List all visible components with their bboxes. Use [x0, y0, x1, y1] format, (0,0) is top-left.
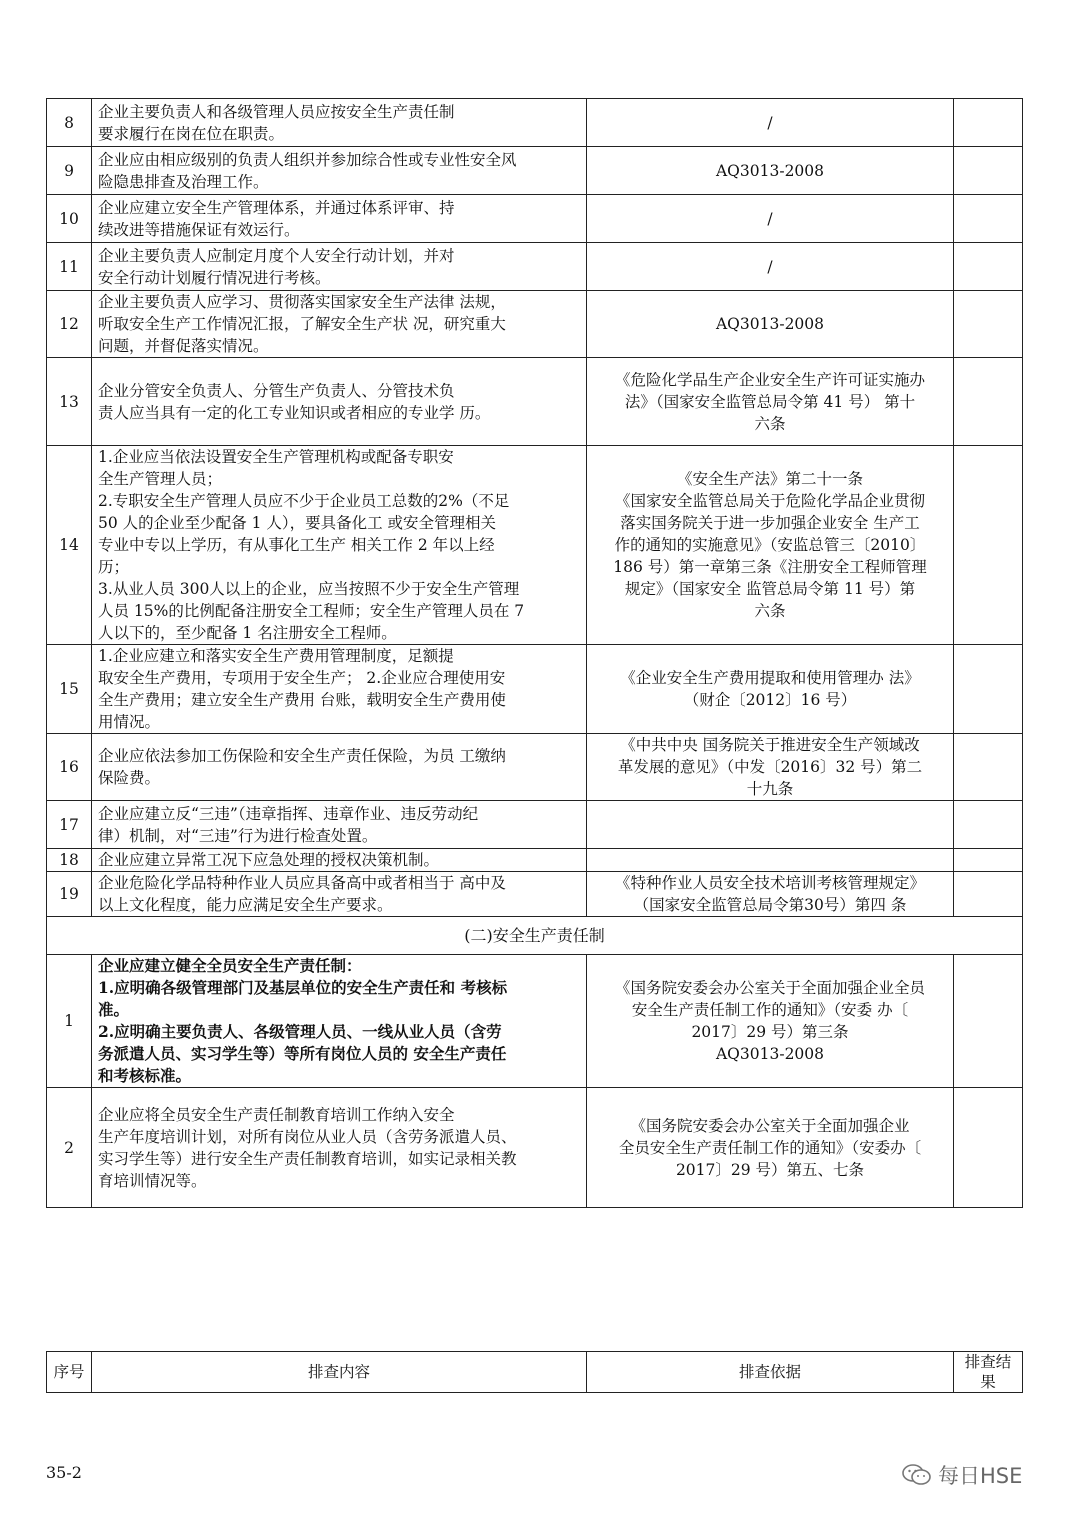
row-number: 2 — [47, 1088, 92, 1208]
text-line: 3.从业人员 300人以上的企业，应当按照不少于安全生产管理 — [98, 580, 520, 598]
row-basis — [587, 358, 954, 446]
text-line: 2.专职安全生产管理人员应不少于企业员工总数的2%（不足 — [98, 492, 510, 510]
row-content — [92, 955, 587, 1088]
row-number: 17 — [47, 801, 92, 849]
section-row — [47, 917, 1023, 955]
text-line: 《特种作业人员安全技术培训考核管理规定》 — [614, 874, 925, 892]
row-basis — [587, 955, 954, 1088]
text-line: 企业应建立安全生产管理体系，并通过体系评审、持 — [98, 198, 455, 217]
row-number: 10 — [47, 195, 92, 243]
text-line: 企业应建立反“三违”（违章指挥、违章作业、违反劳动纪 — [98, 804, 479, 823]
header-result-line: 排查结 — [964, 1353, 1012, 1371]
text-line: / — [767, 113, 773, 132]
text-line: 听取安全生产工作情况汇报，了解安全生产状 况，研究重大 — [98, 315, 506, 333]
table-row — [47, 849, 1023, 872]
text-line: 企业主要负责人和各级管理人员应按安全生产责任制 — [98, 102, 455, 121]
text-line: 《中共中央 国务院关于推进安全生产领域改 — [620, 736, 920, 754]
text-line: 企业应建立健全全员安全生产责任制： — [98, 956, 362, 975]
row-content — [92, 446, 587, 645]
text-line: 十九条 — [746, 780, 794, 798]
text-line: 2.应明确主要负责人、各级管理人员、一线从业人员（含劳 — [98, 1022, 502, 1041]
text-line: 企业分管安全负责人、分管生产负责人、分管技术负 — [98, 381, 455, 400]
text-line: 《国务院安委会办公室关于全面加强企业 — [630, 1116, 910, 1135]
table-row — [47, 734, 1023, 801]
text-line: 1.应明确各级管理部门及基层单位的安全生产责任和 考核标 — [98, 978, 508, 997]
row-result — [954, 195, 1023, 243]
text-line: 全员安全生产责任制工作的通知》（安委办〔 — [618, 1138, 922, 1157]
section-title: (二)安全生产责任制 — [47, 917, 1023, 955]
row-number: 8 — [47, 99, 92, 147]
text-line: 历； — [98, 558, 130, 576]
table-row — [47, 147, 1023, 195]
text-line: （国家安全监管总局令第30号）第四 条 — [633, 896, 907, 914]
row-basis — [587, 195, 954, 243]
text-line: 186 号）第一章第三条《注册安全工程师管理 — [613, 558, 927, 576]
table-row — [47, 645, 1023, 734]
text-line: 用情况。 — [98, 713, 161, 731]
table-header — [46, 1351, 1023, 1393]
row-number: 16 — [47, 734, 92, 801]
text-line: 1.企业应当依法设置安全生产管理机构或配备专职安 — [98, 448, 454, 466]
row-basis — [587, 147, 954, 195]
text-line: 1.企业应建立和落实安全生产费用管理制度，足额提 — [98, 647, 454, 665]
text-line: AQ3013-2008 — [715, 315, 825, 333]
text-line: 《危险化学品生产企业安全生产许可证实施办 — [614, 370, 925, 389]
text-line: 人以下的，至少配备 1 名注册安全工程师。 — [98, 624, 397, 642]
row-content — [92, 147, 587, 195]
text-line: 问题，并督促落实情况。 — [98, 337, 269, 355]
table-row — [47, 872, 1023, 917]
row-basis — [587, 801, 954, 849]
text-line: 《国务院安委会办公室关于全面加强企业全员 — [614, 979, 925, 997]
text-line: 《安全生产法》第二十一条 — [676, 470, 863, 488]
row-result — [954, 1088, 1023, 1208]
row-content — [92, 872, 587, 917]
checklist-table — [46, 98, 1023, 1208]
row-result — [954, 801, 1023, 849]
row-content — [92, 1088, 587, 1208]
text-line: 和考核标准。 — [98, 1066, 192, 1085]
row-content — [92, 243, 587, 291]
text-line: 专业中专以上学历，有从事化工生产 相关工作 2 年以上经 — [98, 536, 495, 554]
row-result — [954, 291, 1023, 358]
row-result — [954, 734, 1023, 801]
text-line: 六条 — [754, 414, 786, 433]
row-basis — [587, 849, 954, 872]
table-row — [47, 99, 1023, 147]
text-line: 险隐患排查及治理工作。 — [98, 172, 269, 191]
text-line: 企业主要负责人应制定月度个人安全行动计划，并对 — [98, 246, 455, 265]
text-line: 六条 — [754, 602, 786, 620]
row-content — [92, 849, 587, 872]
text-line: 企业主要负责人应学习、贯彻落实国家安全生产法律 法规， — [98, 293, 506, 311]
text-line: AQ3013-2008 — [715, 161, 825, 180]
row-number: 11 — [47, 243, 92, 291]
text-line: 全生产费用；建立安全生产费用 台账，载明安全生产费用使 — [98, 691, 506, 709]
text-line: 2017〕29 号）第五、七条 — [675, 1160, 865, 1179]
text-line: 全生产管理人员； — [98, 470, 223, 488]
text-line: 落实国务院关于进一步加强企业安全 生产工 — [620, 514, 920, 532]
row-content — [92, 291, 587, 358]
text-line: 法》（国家安全监管总局令第 41 号） 第十 — [624, 392, 916, 411]
row-number: 9 — [47, 147, 92, 195]
text-line: 准。 — [98, 1000, 130, 1019]
text-line: 安全生产责任制工作的通知》（安委 办〔 — [631, 1001, 909, 1019]
text-line: 以上文化程度，能力应满足安全生产要求。 — [98, 896, 393, 914]
row-basis — [587, 734, 954, 801]
text-line: 作的通知的实施意见》（安监总管三〔2010〕 — [614, 536, 926, 554]
watermark-text: 每日HSE — [938, 1464, 1023, 1488]
row-basis — [587, 1088, 954, 1208]
page-number: 35-2 — [46, 1463, 82, 1482]
text-line: 续改进等措施保证有效运行。 — [98, 220, 300, 239]
row-content — [92, 734, 587, 801]
row-basis — [587, 291, 954, 358]
text-line: 企业应由相应级别的负责人组织并参加综合性或专业性安全风 — [98, 150, 517, 169]
table-row — [47, 446, 1023, 645]
text-line: 《国家安全监管总局关于危险化学品企业贯彻 — [614, 492, 925, 510]
text-line: 企业应建立异常工况下应急处理的授权决策机制。 — [98, 851, 440, 869]
text-line: AQ3013-2008 — [715, 1045, 825, 1063]
row-result — [954, 849, 1023, 872]
header-result-line: 果 — [980, 1373, 996, 1391]
header-no: 序号 — [47, 1352, 92, 1393]
row-basis — [587, 446, 954, 645]
table-row — [47, 955, 1023, 1088]
row-result — [954, 955, 1023, 1088]
text-line: 要求履行在岗在位在职责。 — [98, 124, 285, 143]
row-number: 14 — [47, 446, 92, 645]
row-content — [92, 99, 587, 147]
row-number: 19 — [47, 872, 92, 917]
text-line: 安全行动计划履行情况进行考核。 — [98, 268, 331, 287]
row-basis — [587, 872, 954, 917]
text-line: 取安全生产费用，专项用于安全生产； 2.企业应合理使用安 — [98, 669, 506, 687]
text-line: 人员 15%的比例配备注册安全工程师；安全生产管理人员在 7 — [98, 602, 525, 620]
row-result — [954, 645, 1023, 734]
text-line: 50 人的企业至少配备 1 人），要具备化工 或安全管理相关 — [98, 514, 497, 532]
text-line: 企业危险化学品特种作业人员应具备高中或者相当于 高中及 — [98, 874, 506, 892]
text-line: 2017〕29 号）第三条 — [691, 1023, 849, 1041]
text-line: 生产年度培训计划，对所有岗位从业人员（含劳务派遣人员、 — [98, 1127, 517, 1146]
text-line: / — [767, 209, 773, 228]
row-number: 15 — [47, 645, 92, 734]
header-basis: 排查依据 — [587, 1352, 954, 1393]
table-row — [47, 243, 1023, 291]
table-row — [47, 1088, 1023, 1208]
row-result — [954, 872, 1023, 917]
row-basis — [587, 99, 954, 147]
text-line: 规定》（国家安全 监管总局令第 11 号）第 — [624, 580, 916, 598]
row-content — [92, 195, 587, 243]
table-row — [47, 291, 1023, 358]
text-line: 务派遣人员、实习学生等）等所有岗位人员的 安全生产责任 — [98, 1044, 507, 1063]
table-row — [47, 195, 1023, 243]
text-line: 育培训情况等。 — [98, 1171, 207, 1190]
row-content — [92, 645, 587, 734]
table-row — [47, 358, 1023, 446]
row-basis — [587, 243, 954, 291]
text-line: / — [767, 257, 773, 276]
row-number: 13 — [47, 358, 92, 446]
watermark — [902, 1460, 1022, 1490]
row-result — [954, 99, 1023, 147]
row-basis — [587, 645, 954, 734]
row-content — [92, 801, 587, 849]
row-number: 18 — [47, 849, 92, 872]
text-line: （财企〔2012〕16 号） — [683, 691, 857, 709]
text-line: 保险费。 — [98, 769, 161, 787]
text-line: 企业应依法参加工伤保险和安全生产责任保险，为员 工缴纳 — [98, 747, 506, 765]
text-line: 责人应当具有一定的化工专业知识或者相应的专业学 历。 — [98, 403, 491, 422]
row-result — [954, 243, 1023, 291]
row-number: 12 — [47, 291, 92, 358]
row-result — [954, 358, 1023, 446]
row-number: 1 — [47, 955, 92, 1088]
row-result — [954, 147, 1023, 195]
text-line: 《企业安全生产费用提取和使用管理办 法》 — [620, 669, 920, 687]
header-content: 排查内容 — [92, 1352, 587, 1393]
row-content — [92, 358, 587, 446]
text-line: 革发展的意见》（中发〔2016〕32 号）第二 — [617, 758, 923, 776]
text-line: 实习学生等）进行安全生产责任制教育培训，如实记录相关教 — [98, 1149, 517, 1168]
wechat-icon — [902, 1463, 932, 1487]
header-result — [954, 1352, 1023, 1393]
text-line: 律）机制，对“三违”行为进行检查处置。 — [98, 826, 378, 845]
table-row — [47, 801, 1023, 849]
text-line: 企业应将全员安全生产责任制教育培训工作纳入安全 — [98, 1105, 455, 1124]
row-result — [954, 446, 1023, 645]
